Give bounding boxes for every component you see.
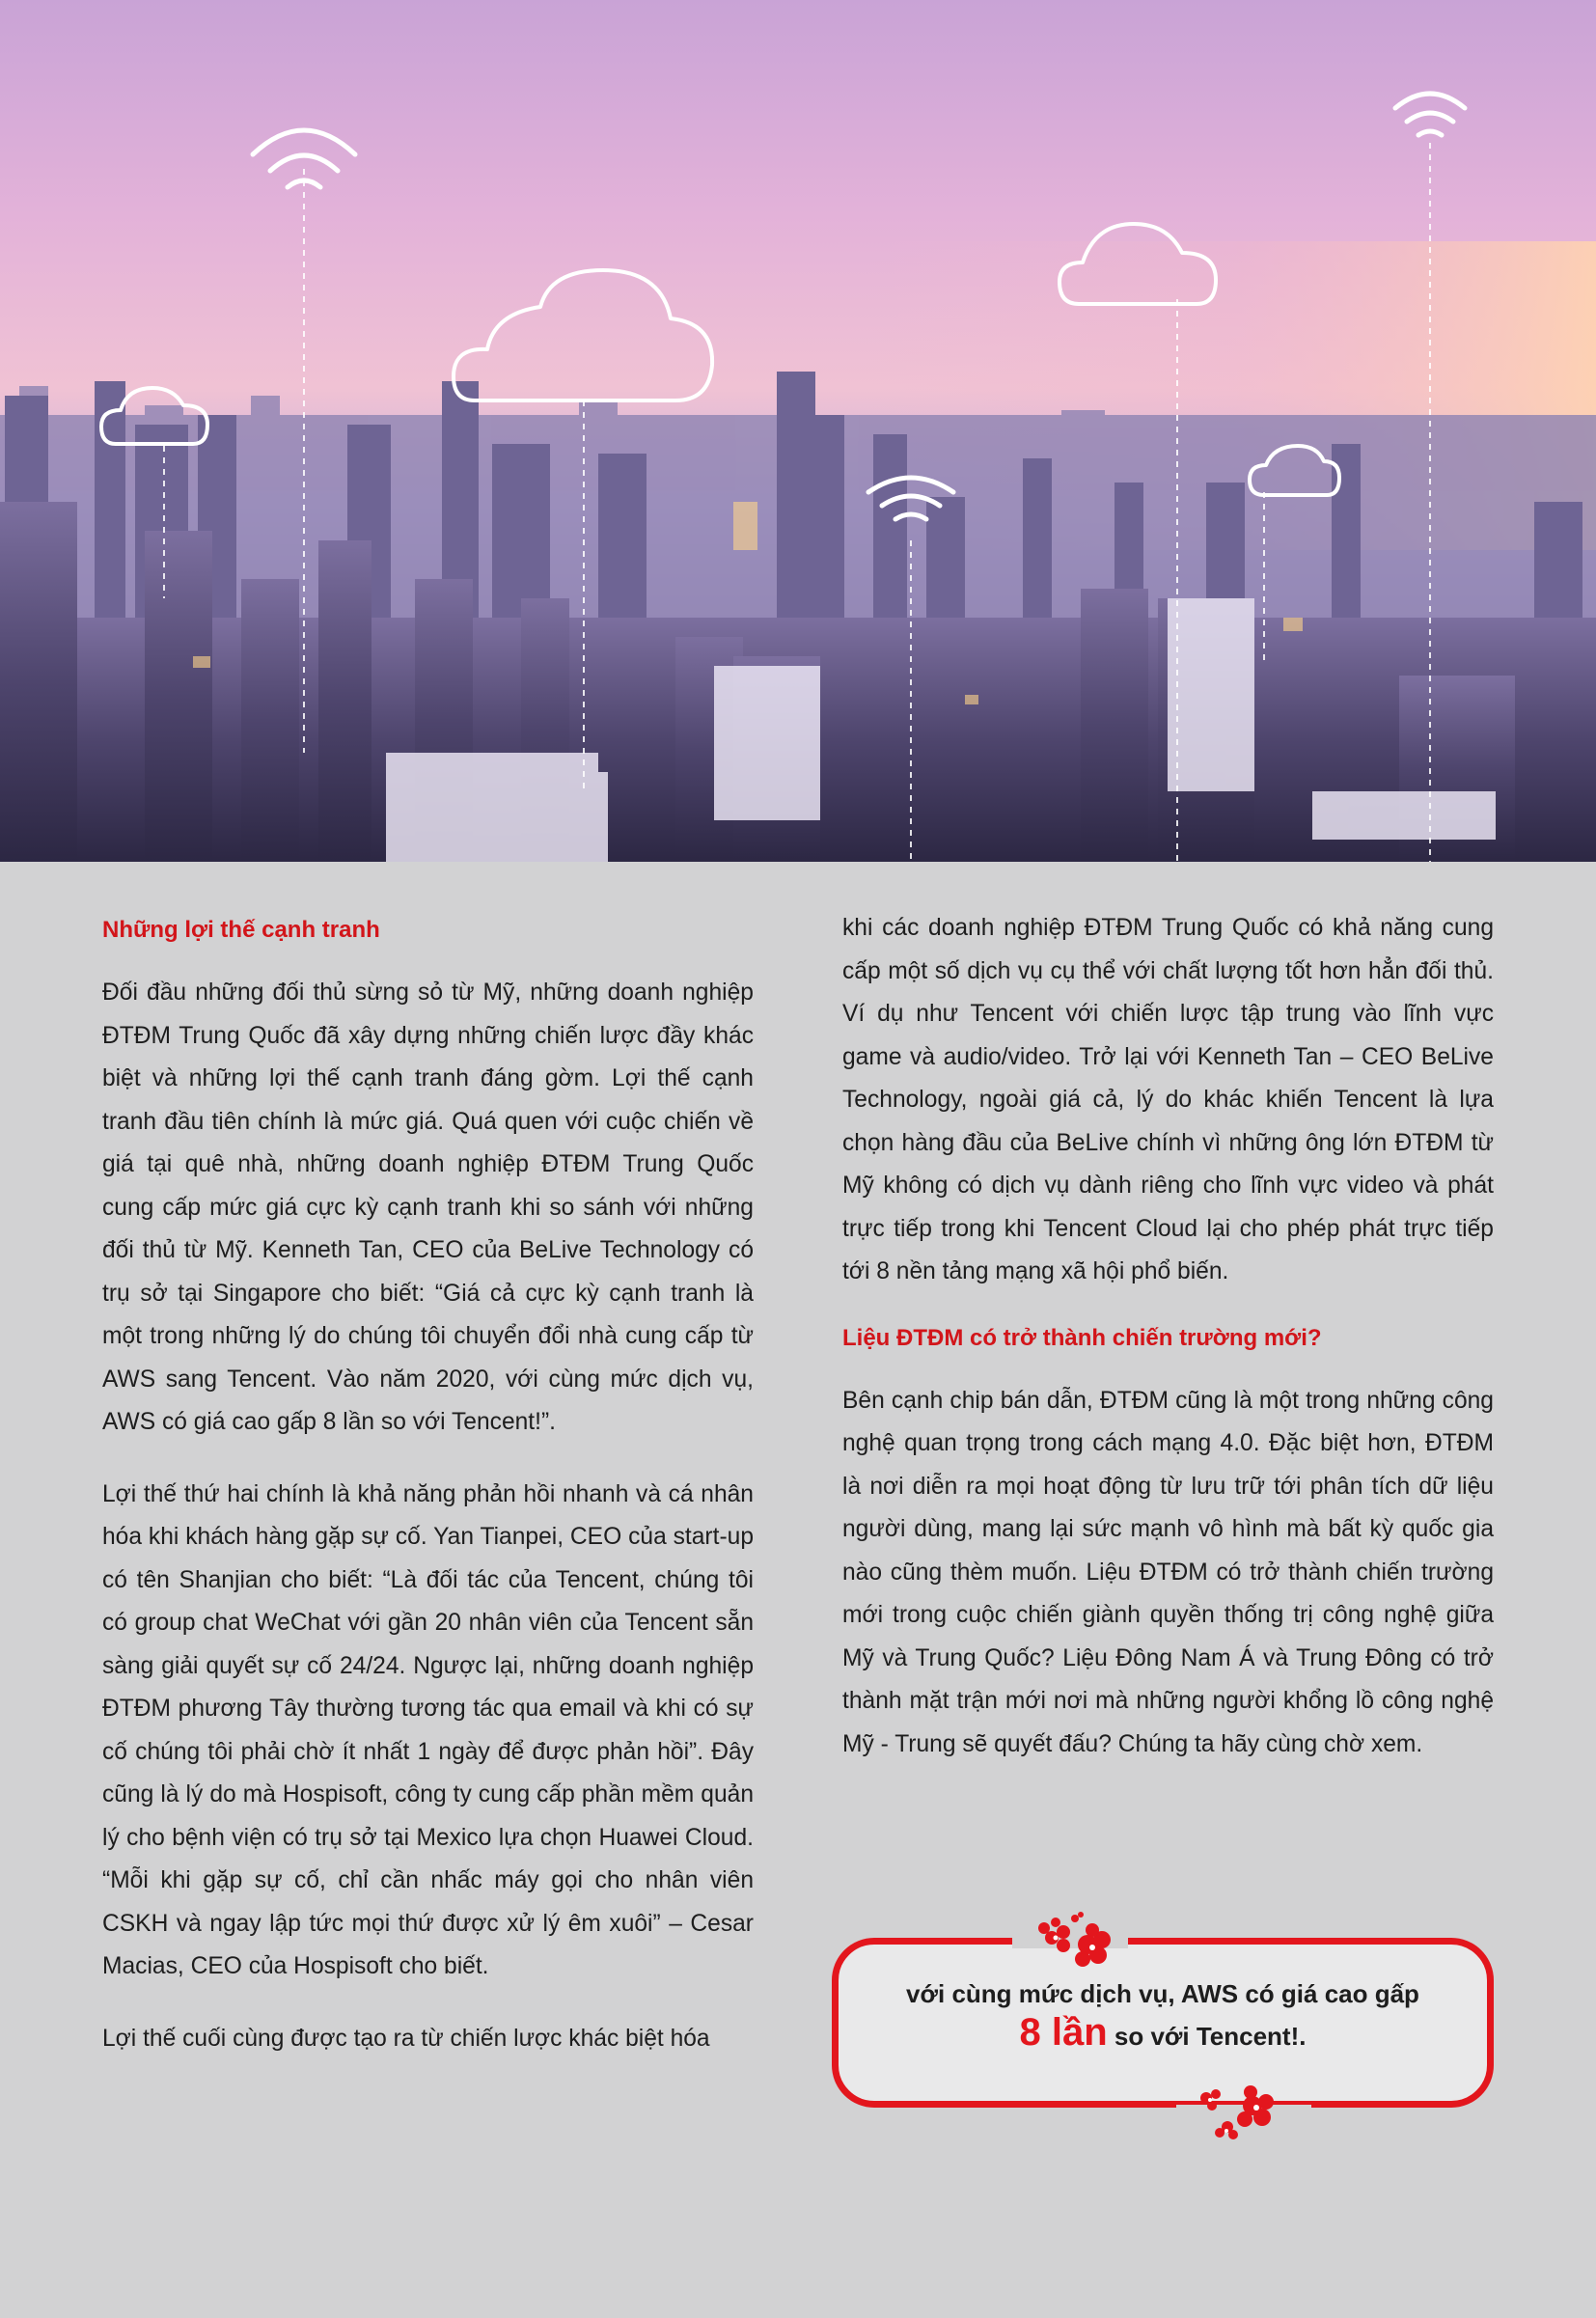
pull-quote-line2: so với Tencent!. bbox=[1107, 2022, 1307, 2051]
left-column bbox=[102, 915, 754, 2089]
paragraph: Bên cạnh chip bán dẫn, ĐTĐM cũng là một trong những công nghệ quan trọng trong cách mạng 4.0. Đặc biệt hơn, ĐTĐM là nơi diễn ra mọi hoạt động từ lưu trữ tới phân tích dữ liệu người dùng, mang lại sức mạnh vô hình mà bất kỳ quốc gia nào cũng thèm muốn. Liệu ĐTĐM có trở thành chiến trường mới trong cuộc chiến giành quyền thống trị công nghệ giữa Mỹ và Trung Quốc? Liệu Đông Nam Á và Trung Đông có trở thành mặt trận mới nơi mà những người khổng lồ công nghệ Mỹ - Trung sẽ quyết đấu? Chúng ta hãy cùng chờ xem. bbox=[842, 1387, 1494, 1757]
apricot-blossom-icon bbox=[1195, 2084, 1281, 2140]
pull-quote-line1: với cùng mức dịch vụ, AWS có giá cao gấp bbox=[906, 1979, 1419, 2008]
section-heading-advantages: Những lợi thế cạnh tranh bbox=[102, 917, 380, 943]
right-column bbox=[842, 915, 1494, 1795]
paragraph: Lợi thế thứ hai chính là khả năng phản hồi nhanh và cá nhân hóa khi khách hàng gặp sự cố. Yan Tianpei, CEO của start-up có tên Shanjian cho biết: “Là đối tác của Tencent, chúng tôi có group chat WeChat với gần 20 nhân viên của Tencent sẵn sàng giải quyết sự cố 24/24. Ngược lại, những doanh nghiệp ĐTĐM phương Tây thường tương tác qua email và khi có sự cố chúng tôi phải chờ ít nhất 1 ngày để được phản hồi”. Đây cũng là lý do mà Hospisoft, công ty cung cấp phần mềm quản lý cho bệnh viện có trụ sở tại Mexico lựa chọn Huawei Cloud. “Mỗi khi gặp sự cố, chỉ cần nhấc máy gọi cho nhân viên CSKH và ngay lập tức mọi thứ được xử lý êm xuôi” – Cesar Macias, CEO của Hospisoft cho biết. bbox=[102, 1480, 754, 1980]
apricot-blossom-icon bbox=[1034, 1911, 1121, 1969]
paragraph: Đối đầu những đối thủ sừng sỏ từ Mỹ, những doanh nghiệp ĐTĐM Trung Quốc đã xây dựng những chiến lược đầy khác biệt và những lợi thế cạnh tranh đáng gờm. Lợi thế cạnh tranh đầu tiên chính là mức giá. Quá quen với cuộc chiến về giá tại quê nhà, những doanh nghiệp ĐTĐM Trung Quốc cung cấp mức giá cực kỳ cạnh tranh khi so sánh với những đối thủ từ Mỹ. Kenneth Tan, CEO của BeLive Technology có trụ sở tại Singapore cho biết: “Giá cả cực kỳ cạnh tranh là một trong những lý do chúng tôi chuyển đổi nhà cung cấp từ AWS sang Tencent. Vào năm 2020, với cùng mức dịch vụ, AWS có giá cao gấp 8 lần so với Tencent!”. bbox=[102, 980, 754, 1436]
paragraph: Lợi thế cuối cùng được tạo ra từ chiến lược khác biệt hóa bbox=[102, 2025, 710, 2052]
paragraph: khi các doanh nghiệp ĐTĐM Trung Quốc có khả năng cung cấp một số dịch vụ cụ thể với chất lượng tốt hơn hẳn đối thủ. Ví dụ như Tencent với chiến lược tập trung vào lĩnh vực game và audio/video. Trở lại với Kenneth Tan – CEO BeLive Technology, ngoài giá cả, lý do khác khiến Tencent là lựa chọn hàng đầu của BeLive chính vì những ông lớn ĐTĐM từ Mỹ không có dịch vụ dành riêng cho lĩnh vực video và phát trực tiếp trong khi Tencent Cloud lại cho phép phát trực tiếp tới 8 nền tảng mạng xã hội phổ biến. bbox=[842, 915, 1494, 1284]
pull-quote-text bbox=[832, 1974, 1494, 2056]
section-heading-battlefield: Liệu ĐTĐM có trở thành chiến trường mới? bbox=[842, 1324, 1322, 1351]
pull-quote bbox=[832, 1938, 1494, 2108]
pull-quote-highlight: 8 lần bbox=[1019, 2011, 1108, 2054]
hero-image bbox=[0, 0, 1596, 862]
